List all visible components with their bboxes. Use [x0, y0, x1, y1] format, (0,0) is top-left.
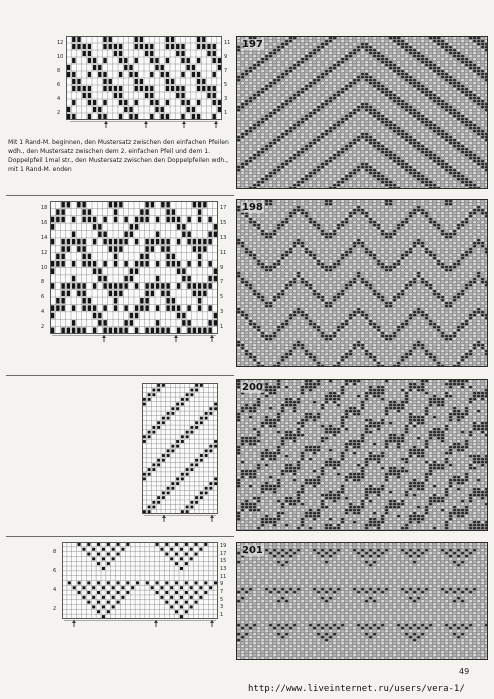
page-number: 49	[459, 667, 470, 676]
row-number: 4	[41, 308, 45, 315]
row-number: 2	[53, 606, 57, 613]
row-number: 7	[224, 68, 228, 74]
repeat-arrows-1	[66, 121, 222, 131]
row-number: 2	[41, 323, 45, 330]
row-number: 7	[220, 589, 224, 596]
knit-sample-photo-3	[236, 379, 488, 531]
row-number: 16	[41, 220, 48, 227]
row-number: 4	[57, 96, 61, 102]
row-number: 9	[220, 581, 224, 588]
row-number: 17	[220, 550, 227, 557]
row-number: 2	[57, 110, 61, 116]
row-number: 10	[41, 264, 48, 271]
row-number: 4	[53, 587, 57, 594]
row-number: 1	[220, 612, 224, 619]
pattern-instructions: Mit 1 Rand-M. beginnen, den Mustersatz zwischen den einfachen Pfeilen wdh., den Mustersatz zwischen dem 2. einfachen Pfeil und dem 1. Doppelpfeil 1mal str., den Mustersatz zwischen den Doppelpfeilen wdh., mit 1 Rand-M. enden	[8, 139, 229, 173]
row-number: 13	[220, 234, 227, 241]
row-number: 6	[53, 567, 57, 574]
row-number: 1	[224, 110, 228, 116]
sample-number-2: 198	[242, 202, 263, 213]
row-number: 3	[220, 308, 224, 315]
row-number: 3	[220, 604, 224, 611]
knitting-chart-1	[66, 36, 222, 120]
row-number: 13	[220, 565, 227, 572]
section-divider-3	[6, 536, 234, 537]
knit-sample-photo-4	[236, 542, 488, 660]
repeat-arrows-3	[142, 515, 218, 525]
row-number: 12	[41, 249, 48, 256]
row-number: 6	[41, 294, 45, 301]
repeat-arrows-4	[62, 620, 218, 630]
knit-sample-photo-2	[236, 199, 488, 367]
row-number: 8	[41, 279, 45, 286]
row-number: 8	[53, 548, 57, 555]
sample-number-1: 197	[242, 39, 263, 50]
section-divider-1	[6, 195, 234, 196]
row-number: 5	[220, 294, 224, 301]
row-number: 5	[220, 596, 224, 603]
sample-number-3: 200	[242, 382, 263, 393]
section-divider-2	[6, 375, 234, 376]
row-number: 14	[41, 234, 48, 241]
row-number: 3	[224, 96, 228, 102]
row-number: 11	[224, 40, 231, 46]
row-number: 15	[220, 558, 227, 565]
repeat-arrows-2	[50, 335, 218, 345]
row-number: 10	[57, 54, 64, 60]
row-number: 17	[220, 205, 227, 212]
row-number: 18	[41, 205, 48, 212]
row-number: 9	[224, 54, 228, 60]
row-number: 12	[57, 40, 64, 46]
row-number: 8	[57, 68, 61, 74]
row-number: 11	[220, 249, 227, 256]
row-number: 1	[220, 323, 224, 330]
row-number: 9	[220, 264, 224, 271]
knitting-chart-2	[50, 201, 218, 334]
row-number: 7	[220, 279, 224, 286]
row-number: 19	[220, 542, 227, 549]
knit-sample-photo-1	[236, 36, 488, 189]
knitting-chart-3	[142, 383, 218, 514]
knitting-chart-4	[62, 542, 218, 619]
source-url: http://www.liveinternet.ru/users/vera-1/	[248, 684, 465, 694]
row-number: 6	[57, 82, 61, 88]
row-number: 5	[224, 82, 228, 88]
row-number: 11	[220, 573, 227, 580]
row-number: 15	[220, 220, 227, 227]
sample-number-4: 201	[242, 545, 263, 556]
